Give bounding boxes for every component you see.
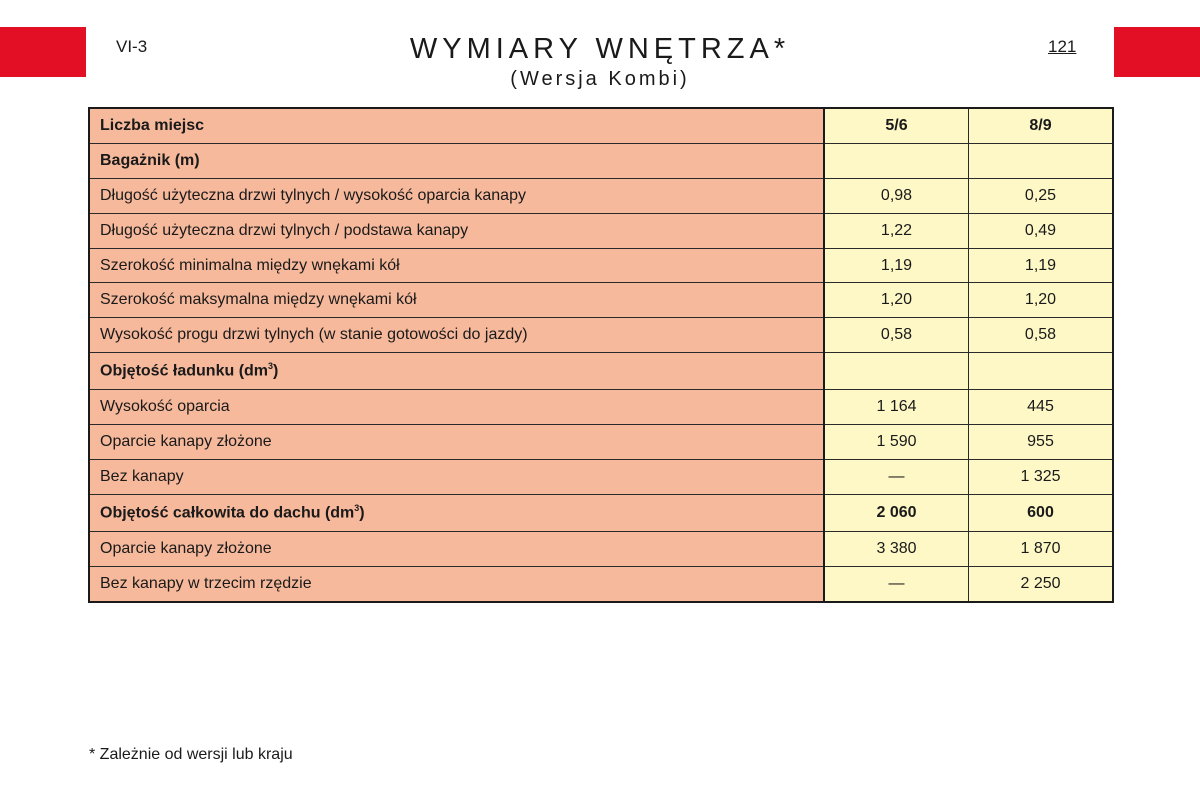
row-label-text: Długość użyteczna drzwi tylnych / wysokość oparcia kanapy — [100, 186, 526, 204]
value-5-6-seats: 1,20 — [824, 283, 969, 318]
value-8-9-seats: 0,58 — [969, 318, 1114, 353]
row-label — [89, 531, 824, 566]
section-label: VI-3 — [116, 37, 148, 56]
table-row — [89, 108, 1113, 144]
table-row — [89, 283, 1113, 318]
row-label-text: Bez kanapy — [100, 467, 184, 485]
value-8-9-seats: 445 — [969, 390, 1114, 425]
row-label-text: Objętość całkowita do dachu (dm — [100, 504, 355, 522]
row-label — [89, 566, 824, 602]
table-row — [89, 144, 1113, 179]
value-5-6-seats: 1,19 — [824, 248, 969, 283]
row-label — [89, 248, 824, 283]
value-8-9-seats: 8/9 — [969, 108, 1114, 144]
table-row — [89, 425, 1113, 460]
row-label-text: Bagażnik (m) — [100, 152, 200, 170]
row-label-text: Liczba miejsc — [100, 117, 205, 135]
value-5-6-seats: — — [824, 459, 969, 494]
row-label — [89, 318, 824, 353]
unit-superscript: 3 — [268, 361, 274, 372]
footnote: * Zależnie od wersji lub kraju — [89, 746, 293, 763]
value-5-6-seats: 0,58 — [824, 318, 969, 353]
value-5-6-seats — [824, 353, 969, 390]
value-5-6-seats: 1 590 — [824, 425, 969, 460]
table-row — [89, 566, 1113, 602]
value-8-9-seats: 1 870 — [969, 531, 1114, 566]
dimensions-table — [88, 107, 1114, 603]
row-label-text: Oparcie kanapy złożone — [100, 539, 272, 557]
row-label-text: Wysokość oparcia — [100, 398, 230, 416]
value-5-6-seats: — — [824, 566, 969, 602]
table-row — [89, 459, 1113, 494]
value-5-6-seats: 1 164 — [824, 390, 969, 425]
value-5-6-seats — [824, 144, 969, 179]
value-8-9-seats: 0,25 — [969, 179, 1114, 214]
row-label — [89, 179, 824, 214]
row-label — [89, 144, 824, 179]
row-label-text: Oparcie kanapy złożone — [100, 432, 272, 450]
value-8-9-seats: 1,19 — [969, 248, 1114, 283]
table-row — [89, 213, 1113, 248]
value-5-6-seats: 0,98 — [824, 179, 969, 214]
row-label-text: Długość użyteczna drzwi tylnych / podstawa kanapy — [100, 221, 469, 239]
value-8-9-seats: 1,20 — [969, 283, 1114, 318]
table-row — [89, 179, 1113, 214]
row-label-text: Wysokość progu drzwi tylnych (w stanie gotowości do jazdy) — [100, 326, 528, 344]
row-label-text: Bez kanapy w trzecim rzędzie — [100, 574, 312, 592]
value-8-9-seats: 1 325 — [969, 459, 1114, 494]
table-row — [89, 318, 1113, 353]
table-row — [89, 248, 1113, 283]
table-row — [89, 390, 1113, 425]
unit-superscript: 3 — [354, 503, 360, 514]
table-row — [89, 353, 1113, 390]
row-label — [89, 108, 824, 144]
row-label — [89, 283, 824, 318]
row-label-text: Szerokość maksymalna między wnękami kół — [100, 291, 417, 309]
page-number: 121 — [1048, 37, 1077, 56]
value-8-9-seats: 0,49 — [969, 213, 1114, 248]
value-8-9-seats: 600 — [969, 494, 1114, 531]
value-5-6-seats: 2 060 — [824, 494, 969, 531]
page-subtitle: (Wersja Kombi) — [510, 68, 690, 90]
row-label — [89, 213, 824, 248]
value-8-9-seats — [969, 353, 1114, 390]
row-label-tail: ) — [273, 362, 279, 380]
row-label — [89, 425, 824, 460]
value-8-9-seats: 2 250 — [969, 566, 1114, 602]
page-title: WYMIARY WNĘTRZA* — [409, 33, 791, 65]
row-label-tail: ) — [359, 504, 365, 522]
row-label — [89, 390, 824, 425]
row-label — [89, 494, 824, 531]
row-label-text: Szerokość minimalna między wnękami kół — [100, 256, 400, 274]
value-5-6-seats: 3 380 — [824, 531, 969, 566]
value-8-9-seats: 955 — [969, 425, 1114, 460]
value-5-6-seats: 1,22 — [824, 213, 969, 248]
value-5-6-seats: 5/6 — [824, 108, 969, 144]
row-label — [89, 459, 824, 494]
table-row — [89, 531, 1113, 566]
table-row — [89, 494, 1113, 531]
value-8-9-seats — [969, 144, 1114, 179]
row-label — [89, 353, 824, 390]
row-label-text: Objętość ładunku (dm — [100, 362, 269, 380]
